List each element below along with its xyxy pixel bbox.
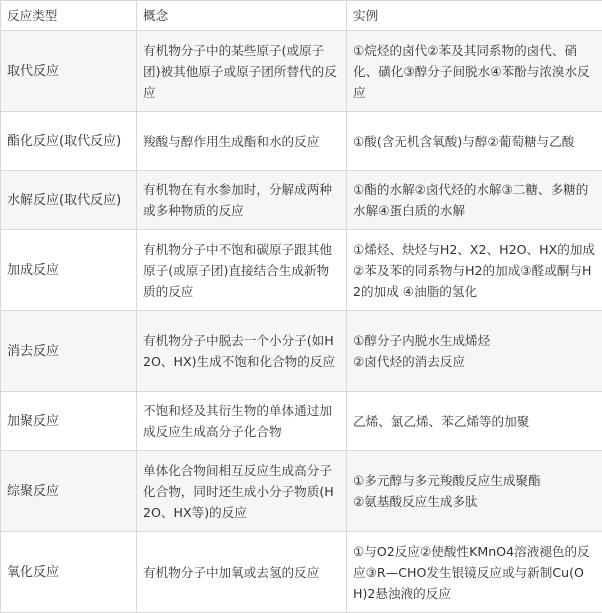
example-cell: ①与O2反应②使酸性KMnO4溶液褪色的反应③R—CHO发生银镜反应或与新制Cu(OH)2悬浊液的反应 bbox=[347, 532, 602, 613]
concept-cell: 不饱和烃及其衍生物的单体通过加成反应生成高分子化合物 bbox=[137, 392, 347, 451]
concept-cell: 有机物在有水参加时，分解成两种或多种物质的反应 bbox=[137, 171, 347, 230]
reaction-type-cell: 氧化反应 bbox=[1, 532, 137, 613]
table-row bbox=[1, 532, 602, 613]
example-cell: 乙烯、氯乙烯、苯乙烯等的加聚 bbox=[347, 392, 602, 451]
reaction-type-cell: 酯化反应(取代反应) bbox=[1, 112, 137, 171]
table-row bbox=[1, 230, 602, 311]
table-row bbox=[1, 311, 602, 392]
reaction-type-cell: 加聚反应 bbox=[1, 392, 137, 451]
table-row bbox=[1, 451, 602, 532]
example-cell: ①醇分子内脱水生成烯烃 ②卤代烃的消去反应 bbox=[347, 311, 602, 392]
concept-cell: 有机物分子中的某些原子(或原子团)被其他原子或原子团所替代的反应 bbox=[137, 31, 347, 112]
example-cell: ①酯的水解②卤代烃的水解③二糖、多糖的水解④蛋白质的水解 bbox=[347, 171, 602, 230]
concept-cell: 有机物分子中脱去一个小分子(如H2O、HX)生成不饱和化合物的反应 bbox=[137, 311, 347, 392]
table-row bbox=[1, 31, 602, 112]
header-concept: 概念 bbox=[137, 1, 347, 31]
concept-cell: 有机物分子中加氧或去氢的反应 bbox=[137, 532, 347, 613]
concept-cell: 羧酸与醇作用生成酯和水的反应 bbox=[137, 112, 347, 171]
table-row bbox=[1, 392, 602, 451]
header-example: 实例 bbox=[347, 1, 602, 31]
concept-cell: 有机物分子中不饱和碳原子跟其他原子(或原子团)直接结合生成新物质的反应 bbox=[137, 230, 347, 311]
reaction-type-cell: 综聚反应 bbox=[1, 451, 137, 532]
header-reaction-type: 反应类型 bbox=[1, 1, 137, 31]
reaction-type-cell: 取代反应 bbox=[1, 31, 137, 112]
reaction-type-cell: 加成反应 bbox=[1, 230, 137, 311]
table-row bbox=[1, 171, 602, 230]
example-cell: ①多元醇与多元羧酸反应生成聚酯 ②氨基酸反应生成多肽 bbox=[347, 451, 602, 532]
example-cell: ①酸(含无机含氧酸)与醇②葡萄糖与乙酸 bbox=[347, 112, 602, 171]
example-cell: ①烯烃、炔烃与H2、X2、H2O、HX的加成 ②苯及苯的同系物与H2的加成③醛或酮与H2的加成 ④油脂的氢化 bbox=[347, 230, 602, 311]
table-row bbox=[1, 112, 602, 171]
example-cell: ①烷烃的卤代②苯及其同系物的卤代、硝化、磺化③醇分子间脱水④苯酚与浓溴水反应 bbox=[347, 31, 602, 112]
reaction-type-cell: 水解反应(取代反应) bbox=[1, 171, 137, 230]
table-header-row bbox=[1, 1, 602, 31]
reaction-type-cell: 消去反应 bbox=[1, 311, 137, 392]
concept-cell: 单体化合物间相互反应生成高分子化合物，同时还生成小分子物质(H2O、HX等)的反应 bbox=[137, 451, 347, 532]
